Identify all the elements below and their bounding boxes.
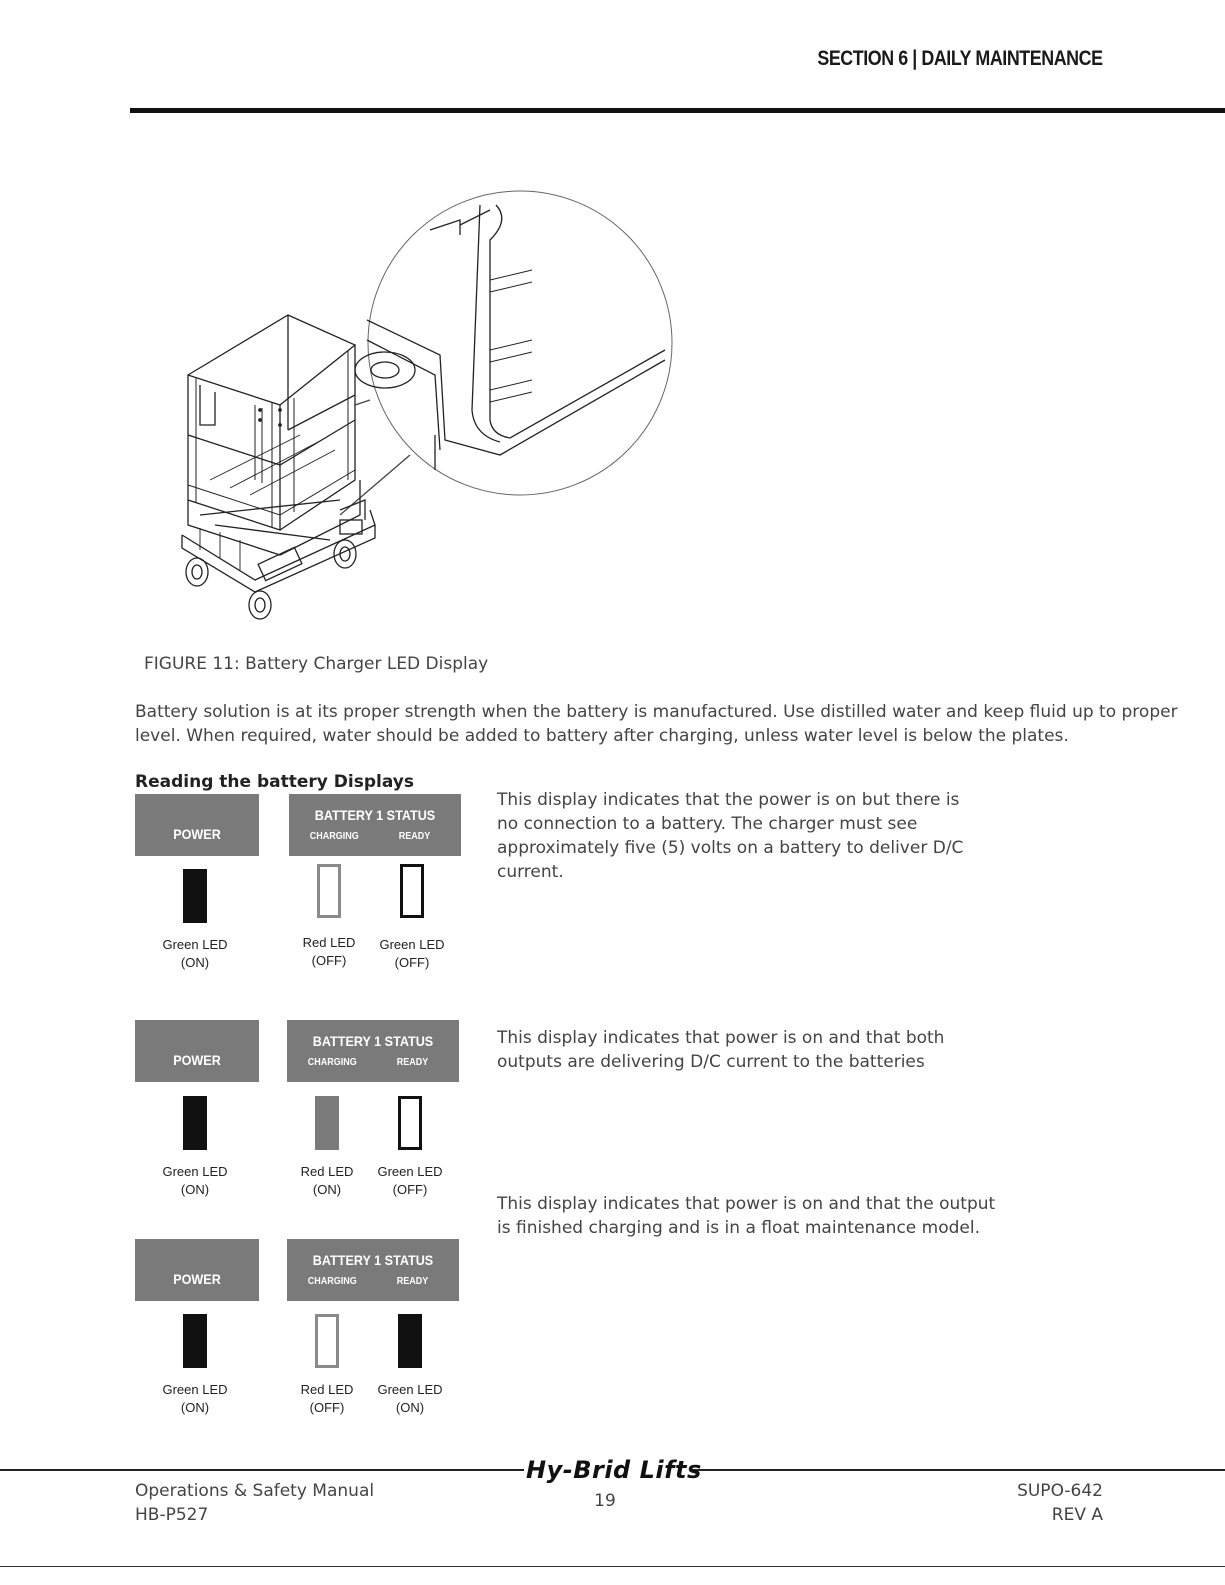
power-led-on — [183, 1096, 207, 1150]
ready-label: READY — [396, 1276, 429, 1287]
power-label: POWER — [173, 1052, 221, 1068]
ready-led-off — [398, 1096, 422, 1150]
charging-led-off — [315, 1314, 339, 1368]
power-led-label: Green LED (ON) — [162, 1164, 228, 1197]
charging-label: CHARGING — [307, 1276, 357, 1287]
doc-id: SUPO-642 — [1017, 1481, 1103, 1501]
header-rule — [130, 108, 1225, 113]
power-label: POWER — [173, 826, 221, 842]
manual-title: Operations & Safety Manual — [135, 1481, 375, 1501]
power-label-box — [135, 1239, 259, 1301]
battery-status-box — [287, 1020, 459, 1082]
charging-led-on — [315, 1096, 339, 1150]
battery-display-3 — [135, 1239, 465, 1419]
power-label: POWER — [173, 1271, 221, 1287]
charging-led-off — [317, 864, 341, 918]
battery-status-box — [287, 1239, 459, 1301]
brand-logo: Hy-Brid Lifts — [526, 1456, 702, 1484]
charging-label: CHARGING — [307, 1057, 357, 1068]
ready-led-label: Green LED (ON) — [377, 1382, 443, 1415]
section-title: SECTION 6 | DAILY MAINTENANCE — [817, 47, 1103, 70]
ready-led-label: Green LED (OFF) — [379, 937, 445, 970]
revision: REV A — [1051, 1505, 1103, 1525]
subheading: Reading the battery Displays — [135, 772, 414, 792]
power-label-box — [135, 794, 259, 856]
power-led-label: Green LED (ON) — [162, 937, 228, 970]
model-number: HB-P527 — [135, 1505, 209, 1525]
ready-label: READY — [398, 831, 431, 842]
body-paragraph: Battery solution is at its proper strength when the battery is manufactured. Use distilled water and keep fluid up to proper level. When required, water should be added to battery after charging, unless water level is below the plates. — [135, 702, 1178, 746]
power-led-on — [183, 1314, 207, 1368]
ready-led-on — [398, 1314, 422, 1368]
ready-label: READY — [396, 1057, 429, 1068]
lift-illustration — [160, 180, 700, 630]
charging-led-label: Red LED (ON) — [300, 1164, 354, 1197]
figure-caption: FIGURE 11: Battery Charger LED Display — [144, 654, 489, 674]
power-led-label: Green LED (ON) — [162, 1382, 228, 1415]
battery-status-title: BATTERY 1 STATUS — [312, 1033, 434, 1049]
battery-display-1 — [135, 794, 465, 974]
display-2-description: This display indicates that power is on and that both outputs are delivering D/C current to the batteries — [497, 1028, 945, 1072]
bottom-rule — [0, 1566, 1225, 1567]
footer-doc-info — [1017, 1479, 1103, 1527]
battery-status-title: BATTERY 1 STATUS — [312, 1252, 434, 1268]
power-led-on — [183, 869, 207, 923]
display-1-description: This display indicates that the power is on but there is no connection to a battery. The charger must see approximately five (5) volts on a battery to deliver D/C current. — [497, 790, 964, 882]
battery-status-box — [289, 794, 461, 856]
ready-led-label: Green LED (OFF) — [377, 1164, 443, 1197]
display-3-description: This display indicates that power is on and that the output is finished charging and is in a float maintenance model. — [497, 1194, 996, 1238]
charging-led-label: Red LED (OFF) — [300, 1382, 354, 1415]
battery-status-title: BATTERY 1 STATUS — [314, 807, 436, 823]
page-number: 19 — [594, 1491, 616, 1511]
ready-led-off — [400, 864, 424, 918]
battery-display-2 — [135, 1020, 465, 1200]
power-label-box — [135, 1020, 259, 1082]
charging-label: CHARGING — [309, 831, 359, 842]
charging-led-label: Red LED (OFF) — [302, 935, 356, 968]
footer-manual-info — [135, 1479, 374, 1527]
